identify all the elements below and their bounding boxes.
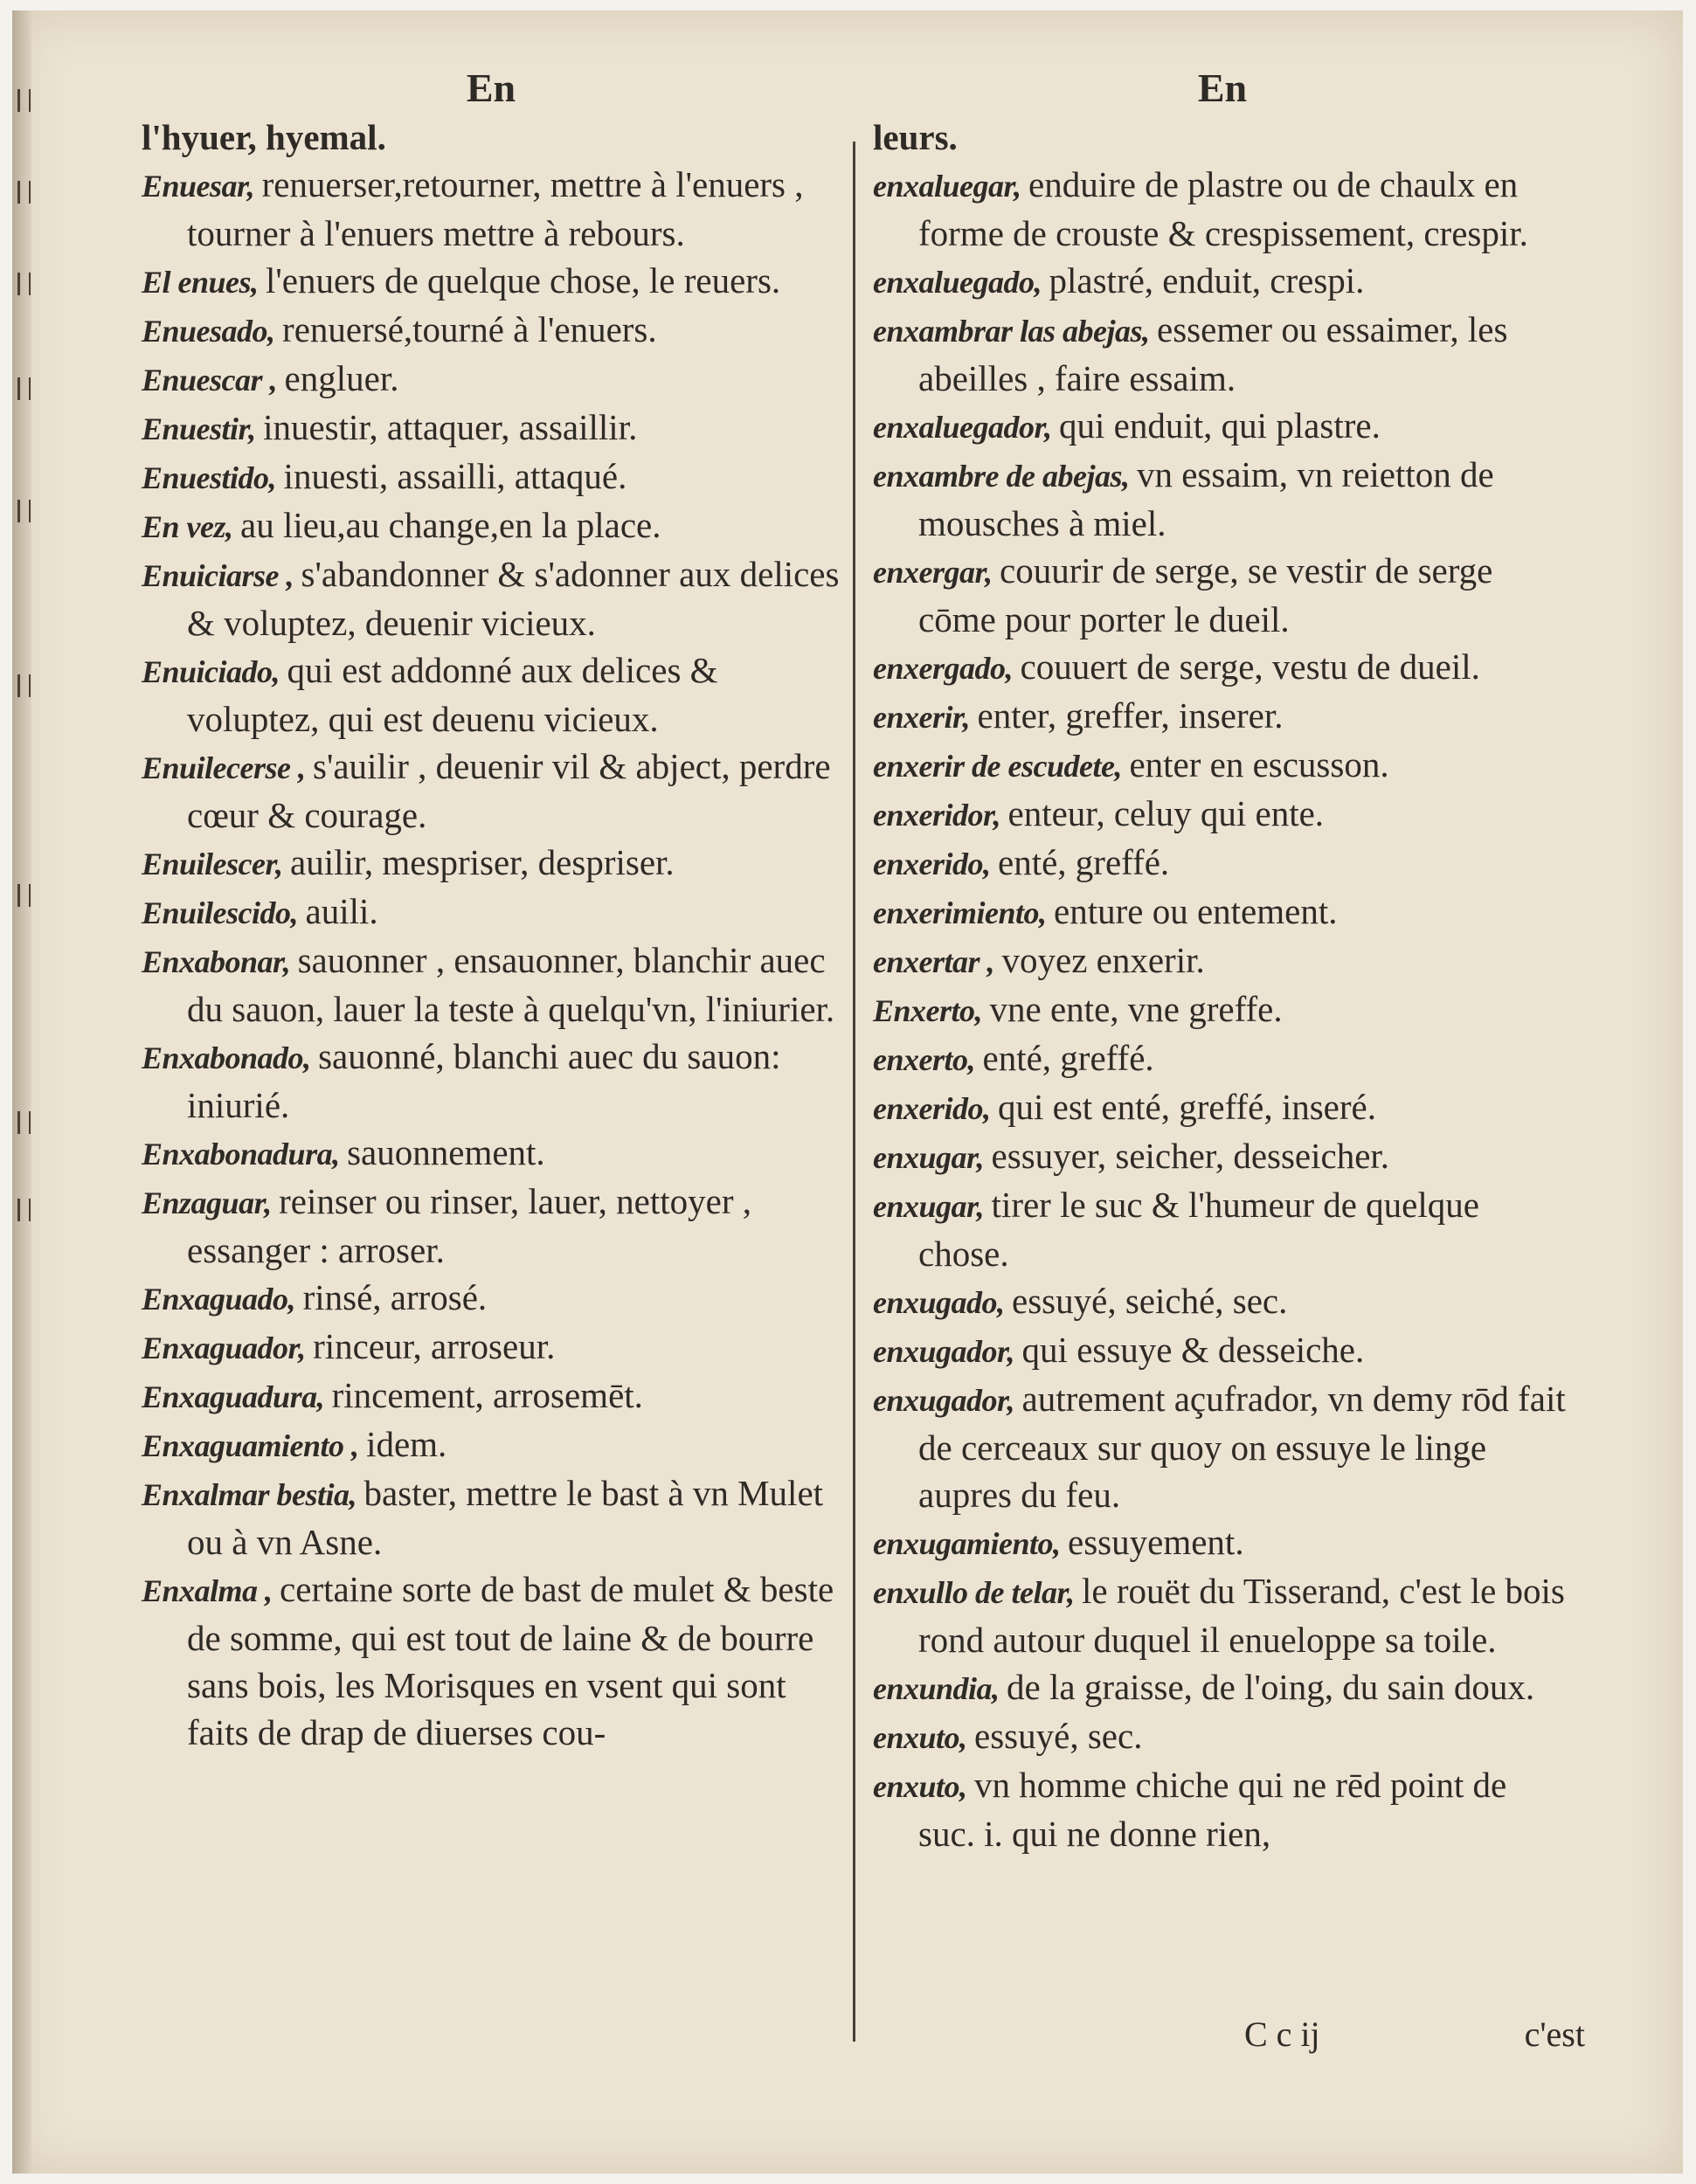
dictionary-entry xyxy=(873,1034,1572,1083)
entry-definition: essuyé, seiché, sec. xyxy=(1012,1281,1288,1321)
entry-definition: enter, greffer, inserer. xyxy=(977,695,1284,736)
entry-definition: au lieu,au change,en la place. xyxy=(240,505,661,545)
entry-headword: Enxabonado, xyxy=(142,1040,319,1075)
dictionary-entry xyxy=(142,114,841,161)
dictionary-entry xyxy=(142,355,841,404)
dictionary-entry xyxy=(142,1372,841,1420)
entry-headword: Enxaguadura, xyxy=(142,1379,332,1414)
column-divider xyxy=(853,142,855,2042)
entry-headword: enxerir de escudete, xyxy=(873,749,1130,784)
entry-definition: qui est addonné aux delices & voluptez, qui est deuenu vicieux. xyxy=(187,650,718,739)
dictionary-entry xyxy=(873,985,1572,1034)
dictionary-entry xyxy=(873,1181,1572,1277)
gutter-bleed-mark xyxy=(17,500,31,522)
gutter-bleed-mark xyxy=(17,1199,31,1221)
entry-headword: enxugador, xyxy=(873,1334,1022,1369)
dictionary-entry xyxy=(142,1323,841,1372)
entry-definition: certaine sorte de bast de mulet & beste de somme, qui est tout de laine & de bourre sans bois, les Morisques en vsent qui sont faits de drap de diuerses cou- xyxy=(187,1569,834,1752)
catchword: c'est xyxy=(1524,2015,1585,2054)
dictionary-entry xyxy=(142,1420,841,1469)
book-page xyxy=(12,10,1683,2174)
entry-definition: baster, mettre le bast à vn Mulet ou à vn Asne. xyxy=(187,1473,824,1562)
dictionary-entry xyxy=(873,888,1572,936)
dictionary-entry xyxy=(873,936,1572,985)
entry-definition: enteur, celuy qui ente. xyxy=(1007,793,1325,833)
entry-headword: Enuestido, xyxy=(142,460,284,495)
gutter-bleed-mark xyxy=(17,884,31,907)
entry-headword: Enuiciarse , xyxy=(142,558,301,593)
dictionary-entry xyxy=(142,743,841,839)
entry-definition: reinser ou rinser, lauer, nettoyer , essanger : arroser. xyxy=(187,1181,751,1270)
dictionary-entry xyxy=(142,501,841,550)
entry-headword: Enuilescido, xyxy=(142,895,306,930)
entry-headword: enxambrar las abejas, xyxy=(873,314,1158,349)
entry-definition: inuestir, attaquer, assaillir. xyxy=(263,407,638,447)
entry-headword: Enzaguar, xyxy=(142,1185,280,1220)
entry-headword: Enxabonadura, xyxy=(142,1137,348,1171)
dictionary-entry xyxy=(873,306,1572,402)
entry-headword: enxugamiento, xyxy=(873,1526,1069,1561)
dictionary-entry xyxy=(873,114,1572,161)
dictionary-entry xyxy=(142,1178,841,1274)
gutter-bleed-mark xyxy=(17,89,31,112)
entry-definition: qui enduit, qui plastre. xyxy=(1059,405,1381,446)
entry-headword: enxertar , xyxy=(873,944,1002,979)
entry-headword: enxeridor, xyxy=(873,798,1008,833)
dictionary-entry xyxy=(873,790,1572,839)
running-head-left: En xyxy=(466,66,516,110)
entry-headword: Enuestir, xyxy=(142,411,264,446)
entry-headword: enxaluegar, xyxy=(873,169,1029,204)
dictionary-entry xyxy=(873,451,1572,547)
dictionary-entry xyxy=(873,643,1572,692)
entry-definition: tirer le suc & l'humeur de quelque chose. xyxy=(918,1185,1479,1274)
entry-definition: plastré, enduit, crespi. xyxy=(1049,260,1365,301)
dictionary-entry xyxy=(873,741,1572,790)
entry-headword: Enuilecerse , xyxy=(142,750,313,785)
page-gutter xyxy=(12,10,31,2174)
entry-definition: engluer. xyxy=(284,358,399,398)
entry-headword: Enxaguador, xyxy=(142,1330,314,1365)
entry-definition: inuesti, assailli, attaqué. xyxy=(283,456,627,496)
entry-definition: rincement, arrosemēt. xyxy=(331,1375,643,1415)
entry-definition: qui est enté, greffé, inseré. xyxy=(998,1087,1376,1127)
entry-definition: voyez enxerir. xyxy=(1001,940,1205,980)
entry-definition: l'hyuer, hyemal. xyxy=(142,117,386,157)
gutter-bleed-mark xyxy=(17,1111,31,1134)
dictionary-entry xyxy=(873,1083,1572,1132)
left-entries xyxy=(142,114,841,1756)
dictionary-entry xyxy=(873,257,1572,306)
dictionary-entry xyxy=(142,1129,841,1178)
entry-definition: couurir de serge, se vestir de serge cōme pour porter le dueil. xyxy=(918,550,1493,639)
entry-headword: Enuiciado, xyxy=(142,654,287,689)
entry-headword: enxugador, xyxy=(873,1383,1022,1418)
entry-definition: enture ou entement. xyxy=(1054,891,1338,931)
left-column xyxy=(142,63,841,1756)
gutter-bleed-mark xyxy=(17,377,31,400)
gutter-bleed-mark xyxy=(17,273,31,295)
entry-headword: enxergar, xyxy=(873,555,1000,590)
entry-headword: enxugar, xyxy=(873,1140,992,1175)
entry-headword: Enxalma , xyxy=(142,1573,280,1608)
entry-headword: Enxaguamiento , xyxy=(142,1428,367,1463)
dictionary-entry xyxy=(142,1274,841,1323)
dictionary-entry xyxy=(142,306,841,355)
dictionary-entry xyxy=(142,888,841,936)
page-footer xyxy=(1174,2011,1585,2058)
entry-definition: enté, greffé. xyxy=(998,842,1170,882)
entry-definition: essemer ou essaimer, les abeilles , faire essaim. xyxy=(918,309,1508,398)
entry-definition: enté, greffé. xyxy=(982,1038,1154,1078)
dictionary-entry xyxy=(873,1375,1572,1518)
entry-headword: enxergado, xyxy=(873,651,1021,686)
entry-definition: idem. xyxy=(366,1424,447,1464)
entry-definition: sauonné, blanchi auec du sauon: iniurié. xyxy=(187,1036,781,1125)
entry-definition: rinceur, arroseur. xyxy=(313,1326,556,1366)
dictionary-entry xyxy=(142,936,841,1033)
entry-headword: En vez, xyxy=(142,509,240,544)
entry-definition: enter en escusson. xyxy=(1129,744,1389,784)
entry-definition: de la graisse, de l'oing, du sain doux. xyxy=(1007,1667,1535,1707)
entry-definition: renuerser,retourner, mettre à l'enuers , tourner à l'enuers mettre à rebours. xyxy=(187,164,804,253)
entry-headword: enxuto, xyxy=(873,1720,975,1755)
entry-headword: Enuesar, xyxy=(142,169,262,204)
entry-headword: enxullo de telar, xyxy=(873,1575,1083,1610)
entry-definition: auili. xyxy=(305,891,378,931)
dictionary-entry xyxy=(142,1565,841,1756)
entry-definition: autrement açufrador, vn demy rōd fait de cerceaux sur quoy on essuye le linge aupres du feu. xyxy=(918,1379,1566,1515)
entry-headword: enxerto, xyxy=(873,1042,983,1077)
gutter-bleed-mark xyxy=(17,674,31,697)
dictionary-entry xyxy=(873,1712,1572,1761)
entry-definition: le rouët du Tisserand, c'est le bois rond autour duquel il enueloppe sa toile. xyxy=(918,1571,1565,1660)
dictionary-entry xyxy=(142,839,841,888)
dictionary-entry xyxy=(142,1033,841,1129)
entry-definition: sauonnement. xyxy=(347,1132,545,1172)
entry-headword: Enxerto, xyxy=(873,993,990,1028)
entry-definition: vn essaim, vn reietton de mousches à miel. xyxy=(918,454,1494,543)
entry-definition: qui essuye & desseiche. xyxy=(1021,1330,1365,1370)
dictionary-entry xyxy=(873,1518,1572,1567)
dictionary-entry xyxy=(873,161,1572,257)
right-column xyxy=(873,63,1572,1857)
entry-headword: Enxalmar bestia, xyxy=(142,1477,364,1512)
entry-headword: enxambre de abejas, xyxy=(873,459,1137,494)
entry-headword: enxaluegado, xyxy=(873,265,1049,300)
entry-definition: s'abandonner & s'adonner aux delices & voluptez, deuenir vicieux. xyxy=(187,554,840,643)
entry-headword: Enxaguado, xyxy=(142,1282,303,1317)
entry-headword: enxerir, xyxy=(873,700,978,735)
entry-headword: El enues, xyxy=(142,265,267,300)
entry-headword: enxugado, xyxy=(873,1285,1013,1320)
entry-definition: l'enuers de quelque chose, le reuers. xyxy=(266,260,781,301)
signature-mark: C c ij xyxy=(1244,2015,1320,2054)
entry-headword: enxuto, xyxy=(873,1769,975,1804)
dictionary-entry xyxy=(873,1663,1572,1712)
entry-definition: enduire de plastre ou de chaulx en forme de crouste & crespissement, crespir. xyxy=(918,164,1528,253)
entry-definition: leurs. xyxy=(873,117,958,157)
dictionary-entry xyxy=(142,550,841,646)
entry-definition: auilir, mespriser, despriser. xyxy=(290,842,675,882)
dictionary-entry xyxy=(873,839,1572,888)
entry-definition: s'auilir , deuenir vil & abject, perdre cœur & courage. xyxy=(187,746,831,835)
entry-headword: enxugar, xyxy=(873,1189,992,1224)
dictionary-entry xyxy=(142,257,841,306)
entry-definition: essuyer, seicher, desseicher. xyxy=(991,1136,1390,1176)
dictionary-entry xyxy=(873,692,1572,741)
dictionary-entry xyxy=(873,402,1572,451)
entry-headword: enxaluegador, xyxy=(873,410,1060,445)
entry-headword: Enxabonar, xyxy=(142,944,298,979)
entry-headword: enxerido, xyxy=(873,1091,998,1126)
dictionary-entry xyxy=(142,646,841,743)
gutter-bleed-mark xyxy=(17,181,31,204)
dictionary-entry xyxy=(142,161,841,257)
dictionary-entry xyxy=(873,1132,1572,1181)
entry-headword: enxerimiento, xyxy=(873,895,1054,930)
entry-headword: enxundia, xyxy=(873,1671,1007,1706)
dictionary-entry xyxy=(873,1277,1572,1326)
entry-definition: vne ente, vne greffe. xyxy=(989,989,1283,1029)
entry-definition: renuersé,tourné à l'enuers. xyxy=(282,309,657,349)
entry-headword: Enuescar , xyxy=(142,363,285,397)
entry-definition: essuyé, sec. xyxy=(974,1716,1143,1756)
entry-headword: Enuesado, xyxy=(142,314,283,349)
entry-definition: couuert de serge, vestu de dueil. xyxy=(1020,646,1480,687)
dictionary-entry xyxy=(873,547,1572,643)
entry-definition: vn homme chiche qui ne rēd point de suc. i. qui ne donne rien, xyxy=(918,1765,1507,1854)
entry-definition: sauonner , ensauonner, blanchir auec du sauon, lauer la teste à quelqu'vn, l'iniurier. xyxy=(187,940,835,1029)
entry-definition: rinsé, arrosé. xyxy=(302,1277,488,1317)
entry-headword: enxerido, xyxy=(873,847,998,881)
dictionary-entry xyxy=(873,1567,1572,1663)
dictionary-entry xyxy=(142,1469,841,1565)
entry-headword: Enuilescer, xyxy=(142,847,291,881)
running-head-right: En xyxy=(1197,66,1248,110)
dictionary-entry xyxy=(873,1326,1572,1375)
entry-definition: essuyement. xyxy=(1068,1522,1244,1562)
right-entries xyxy=(873,114,1572,1857)
dictionary-entry xyxy=(142,404,841,453)
dictionary-entry xyxy=(142,453,841,501)
dictionary-entry xyxy=(873,1761,1572,1857)
